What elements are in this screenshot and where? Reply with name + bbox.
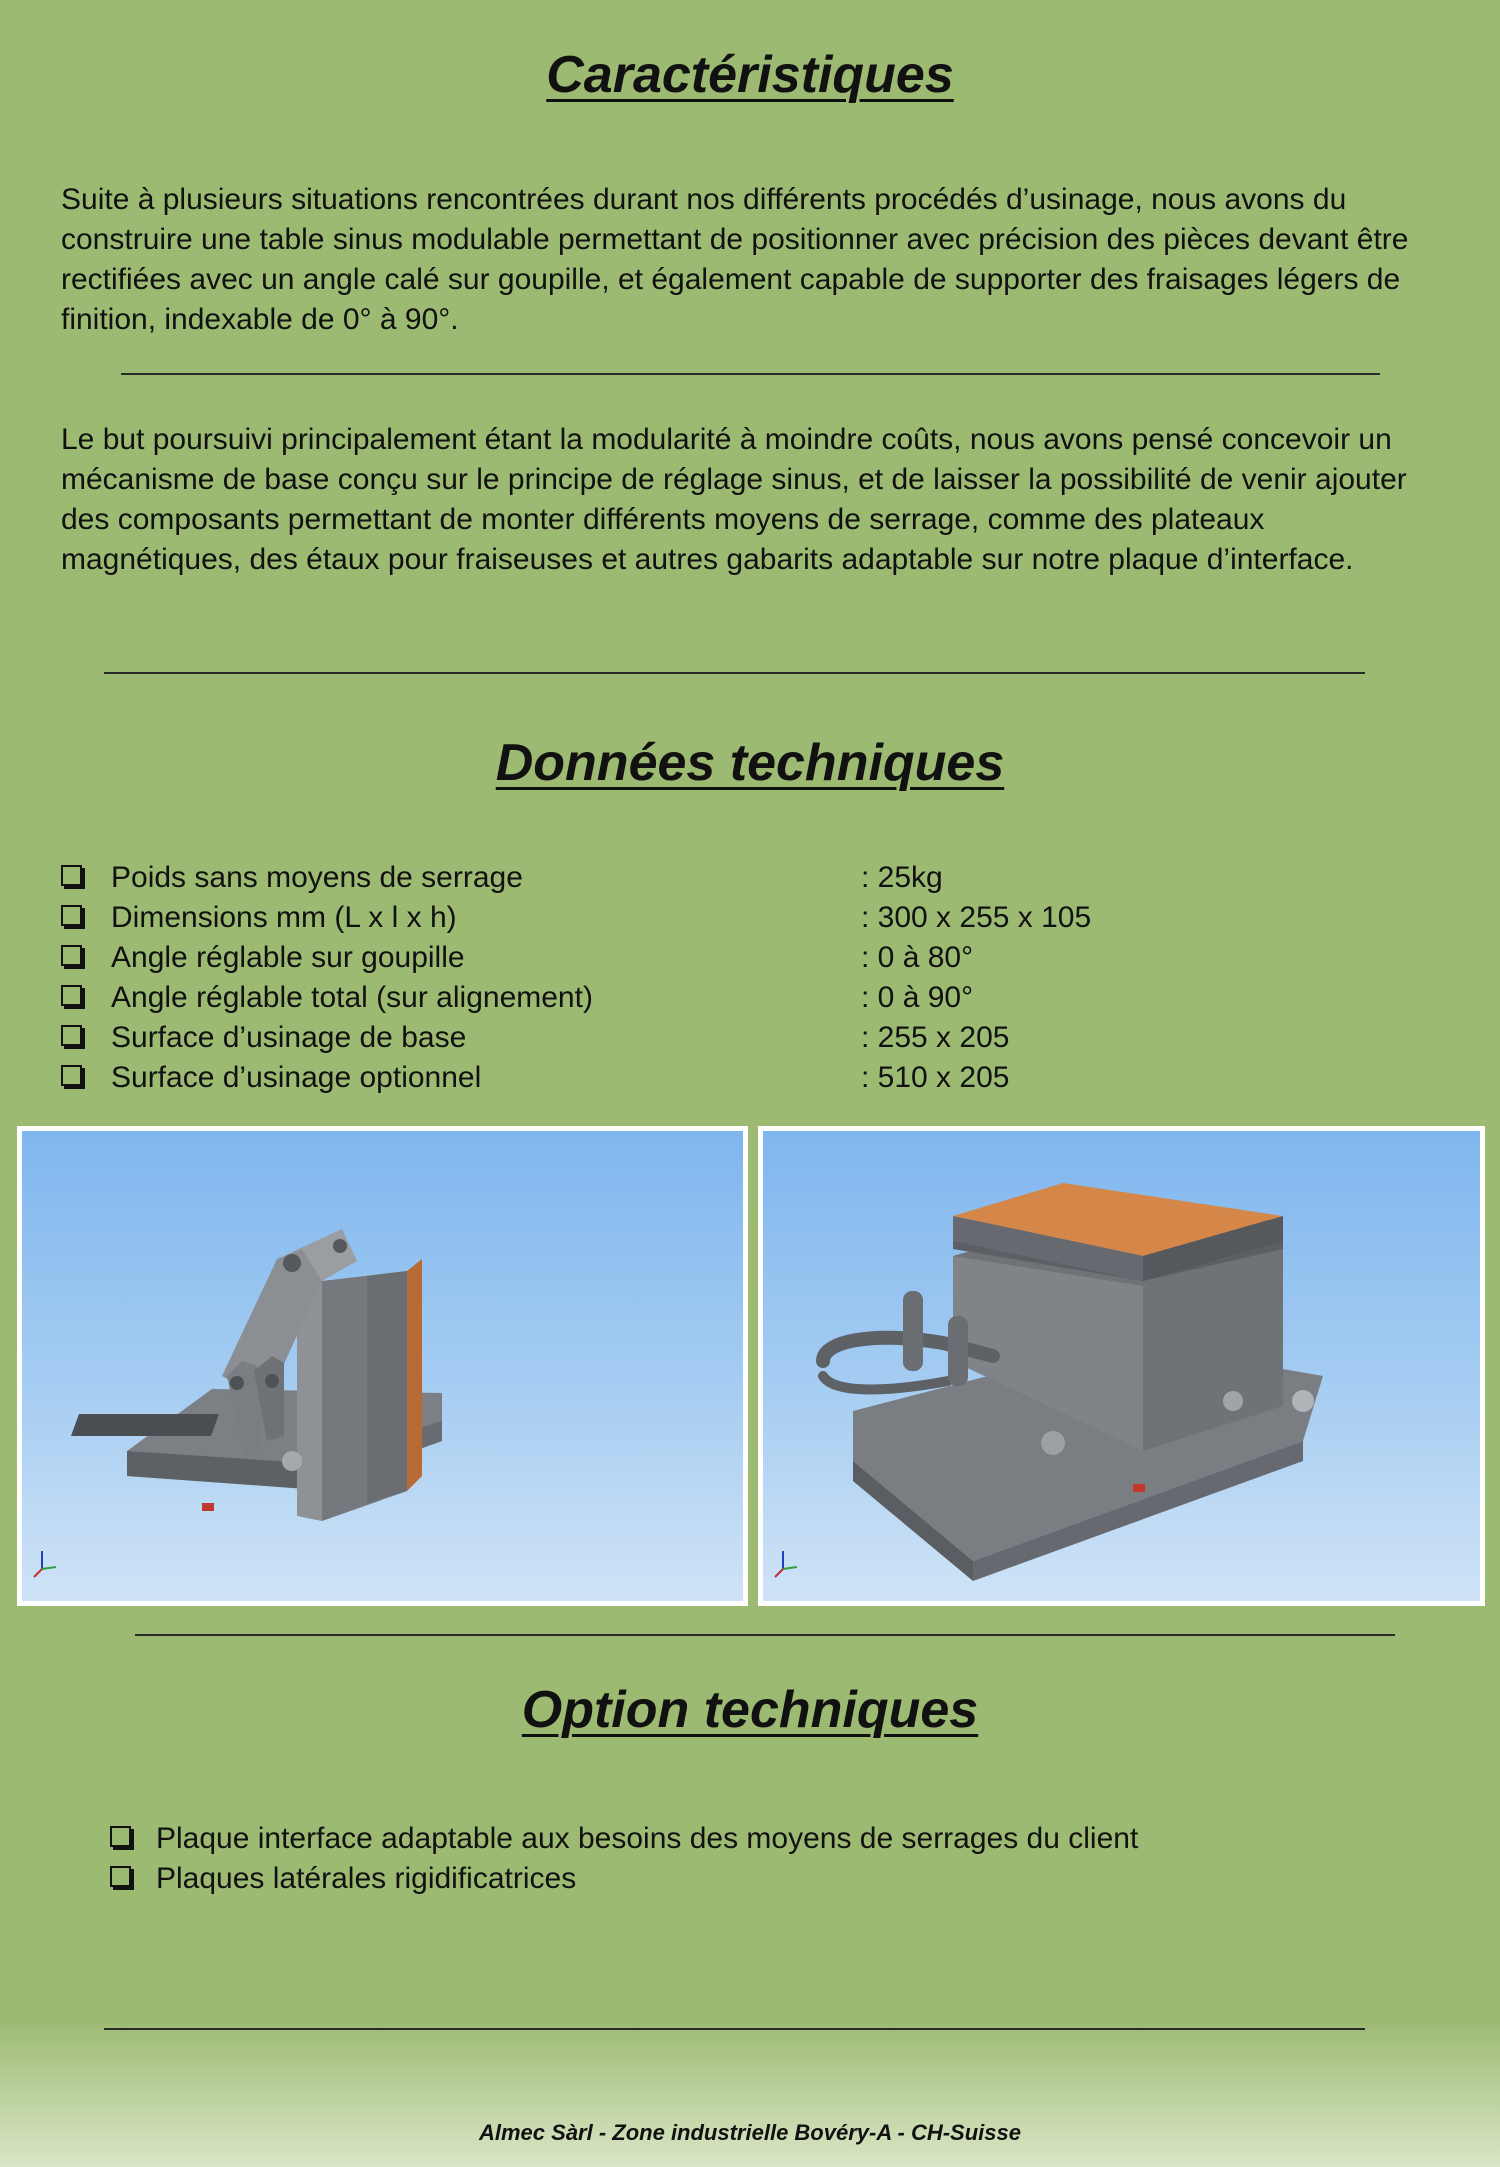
spec-value: : 300 x 255 x 105 — [861, 901, 1092, 934]
checkbox-bullet-icon — [61, 985, 82, 1006]
spec-name: Dimensions mm (L x l x h) — [111, 901, 457, 934]
render-image-right — [758, 1126, 1485, 1606]
checkbox-bullet-icon — [61, 945, 82, 966]
checkbox-bullet-icon — [110, 1866, 131, 1887]
checkbox-bullet-icon — [61, 1025, 82, 1046]
spec-name: Angle réglable total (sur alignement) — [111, 981, 593, 1014]
spec-row — [61, 1018, 1161, 1058]
option-text: Plaques latérales rigidificatrices — [156, 1862, 577, 1895]
caracteristiques-title: Caractéristiques — [546, 46, 954, 104]
render-image-left — [17, 1126, 748, 1606]
divider-4 — [104, 2028, 1365, 2030]
spec-name: Poids sans moyens de serrage — [111, 861, 523, 894]
spec-name: Angle réglable sur goupille — [111, 941, 465, 974]
spec-name: Surface d’usinage optionnel — [111, 1061, 482, 1094]
donnees-title: Données techniques — [495, 734, 1005, 792]
spec-value: : 0 à 90° — [861, 981, 974, 1014]
option-text: Plaque interface adaptable aux besoins des moyens de serrages du client — [156, 1822, 1139, 1855]
spec-list — [61, 858, 1161, 1098]
spec-row — [61, 978, 1161, 1018]
divider-1 — [121, 373, 1380, 375]
checkbox-bullet-icon — [61, 1065, 82, 1086]
options-list — [110, 1819, 1138, 1899]
spec-row — [61, 898, 1161, 938]
spec-value: : 0 à 80° — [861, 941, 974, 974]
divider-3 — [135, 1634, 1395, 1636]
purpose-paragraph: Le but poursuivi principalement étant la modularité à moindre coûts, nous avons pensé concevoir un mécanisme de base conçu sur le principe de réglage sinus, et de laisser la possibilité de venir ajouter des composants permettant de monter différents moyens de serrage, comme des plateaux magnétiques, des étaux pour fraiseuses et autres gabarits adaptable sur notre plaque d’interface. — [61, 423, 1407, 576]
spec-value: : 25kg — [861, 861, 943, 894]
spec-row — [61, 858, 1161, 898]
checkbox-bullet-icon — [110, 1826, 131, 1847]
checkbox-bullet-icon — [61, 865, 82, 886]
list-item — [110, 1819, 1138, 1859]
divider-2 — [104, 672, 1365, 674]
checkbox-bullet-icon — [61, 905, 82, 926]
spec-value: : 510 x 205 — [861, 1061, 1010, 1094]
spec-row — [61, 938, 1161, 978]
list-item — [110, 1859, 1138, 1899]
spec-row — [61, 1058, 1161, 1098]
sinus-table-flat-render-icon — [763, 1131, 1480, 1601]
sinus-table-tilted-render-icon — [22, 1131, 743, 1601]
spec-value: : 255 x 205 — [861, 1021, 1010, 1054]
footer-address: Almec Sàrl - Zone industrielle Bovéry-A - CH-Suisse — [479, 2120, 1021, 2145]
spec-name: Surface d’usinage de base — [111, 1021, 467, 1054]
options-title: Option techniques — [521, 1681, 979, 1739]
intro-paragraph: Suite à plusieurs situations rencontrées durant nos différents procédés d’usinage, nous avons du construire une table sinus modulable permettant de positionner avec précision des pièces devant être rectifiées avec un angle calé sur goupille, et également capable de supporter des fraisages légers de finition, indexable de 0° à 90°. — [61, 183, 1409, 336]
